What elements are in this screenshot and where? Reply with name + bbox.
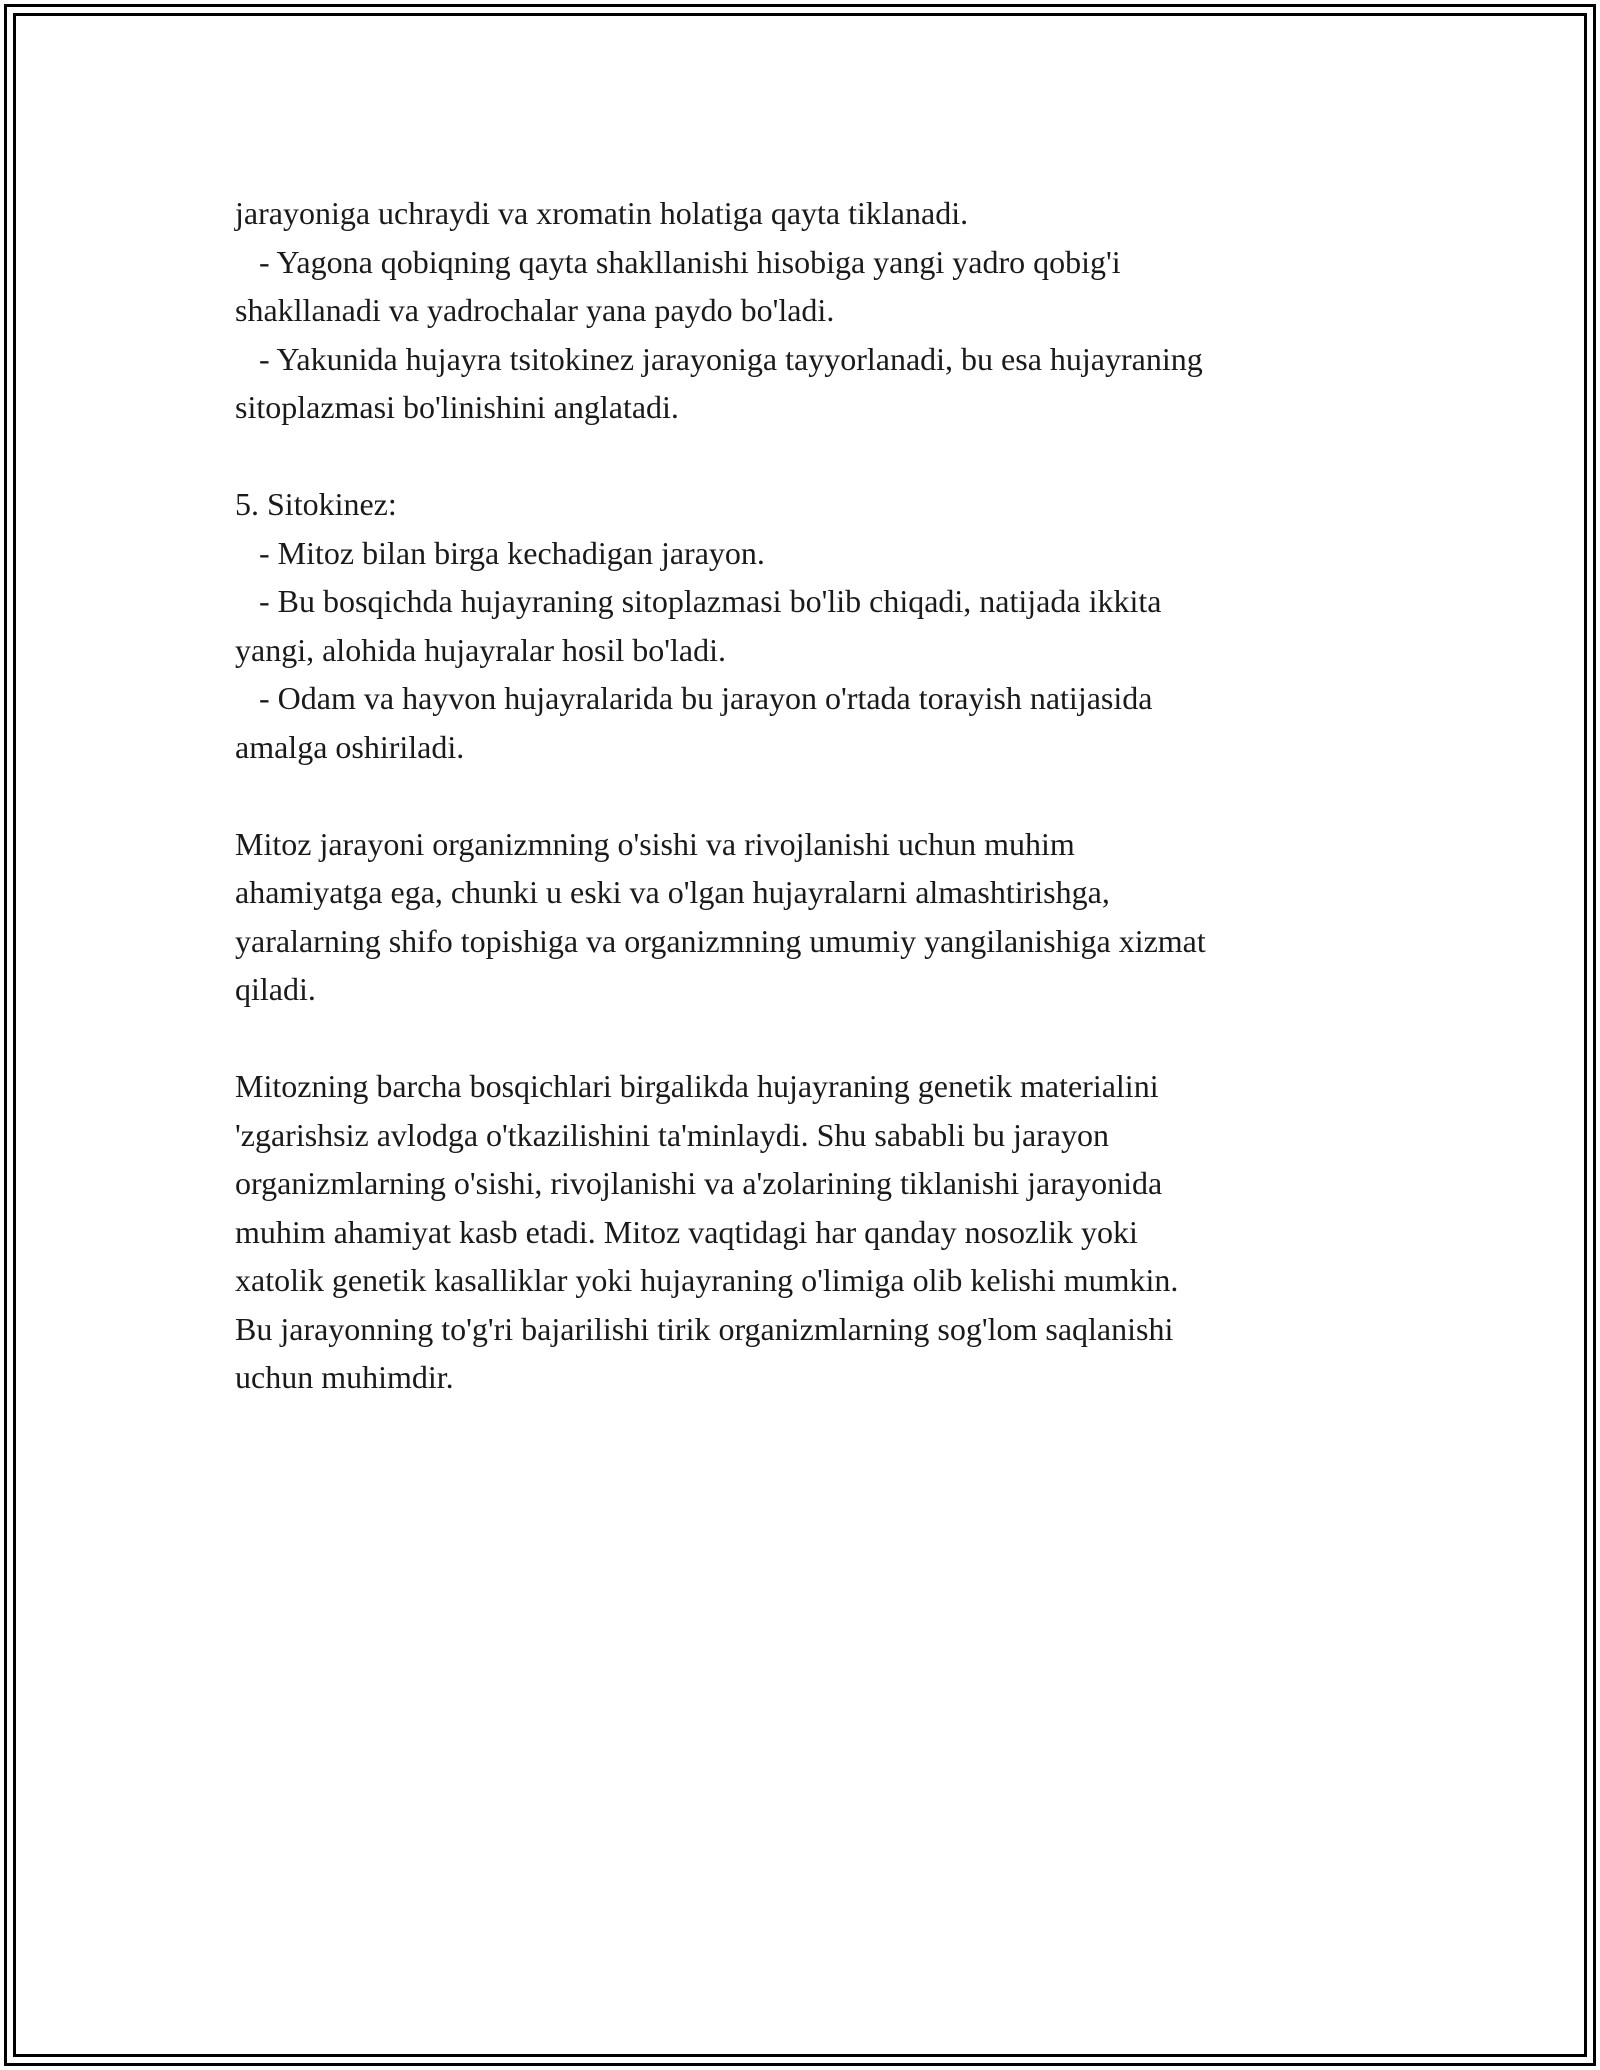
text-line: 'zgarishsiz avlodga o'tkazilishini ta'minlaydi. Shu sababli bu jarayon [235, 1116, 1109, 1153]
text-line: ahamiyatga ega, chunki u eski va o'lgan hujayralarni almashtirishga, [235, 874, 1110, 910]
text-line: amalga oshiriladi. [235, 728, 465, 765]
text-line: yangi, alohida hujayralar hosil bo'ladi. [235, 631, 726, 668]
blank-line [235, 432, 1375, 481]
text-line: uchun muhimdir. [235, 1359, 454, 1395]
text-line: organizmlarning o'sishi, rivojlanishi va a'zolarining tiklanishi jarayonida [235, 1165, 1163, 1201]
text-line: qiladi. [235, 971, 316, 1007]
text-line: - Odam va hayvon hujayralarida bu jarayon o'rtada torayish natijasida [235, 680, 1153, 716]
document-body [235, 189, 1375, 1402]
text-line: xatolik genetik kasalliklar yoki hujayraning o'limiga olib kelishi mumkin. [235, 1262, 1179, 1298]
text-line: Mitoz jarayoni organizmning o'sishi va rivojlanishi uchun muhim [235, 825, 1075, 862]
text-line: - Bu bosqichda hujayraning sitoplazmasi bo'lib chiqadi, natijada ikkita [235, 583, 1162, 619]
text-line: Bu jarayonning to'g'ri bajarilishi tirik organizmlarning sog'lom saqlanishi [235, 1310, 1174, 1347]
text-line: - Mitoz bilan birga kechadigan jarayon. [235, 534, 765, 571]
text-line: shakllanadi va yadrochalar yana paydo bo'ladi. [235, 292, 835, 328]
text-line: jarayoniga uchraydi va xromatin holatiga qayta tiklanadi. [235, 195, 969, 231]
text-line: yaralarning shifo topishiga va organizmning umumiy yangilanishiga xizmat [235, 922, 1206, 959]
text-line: sitoplazmasi bo'linishini anglatadi. [235, 389, 679, 425]
text-line: muhim ahamiyat kasb etadi. Mitoz vaqtidagi har qanday nosozlik yoki [235, 1213, 1138, 1250]
text-line: - Yakunida hujayra tsitokinez jarayoniga tayyorlanadi, bu esa hujayraning [235, 340, 1203, 377]
text-line: - Yagona qobiqning qayta shakllanishi hisobiga yangi yadro qobig'i [235, 243, 1121, 280]
blank-line [235, 1014, 1375, 1063]
blank-line [235, 771, 1375, 820]
section-heading: 5. Sitokinez: [235, 486, 397, 522]
text-line: Mitozning barcha bosqichlari birgalikda hujayraning genetik materialini [235, 1068, 1159, 1104]
